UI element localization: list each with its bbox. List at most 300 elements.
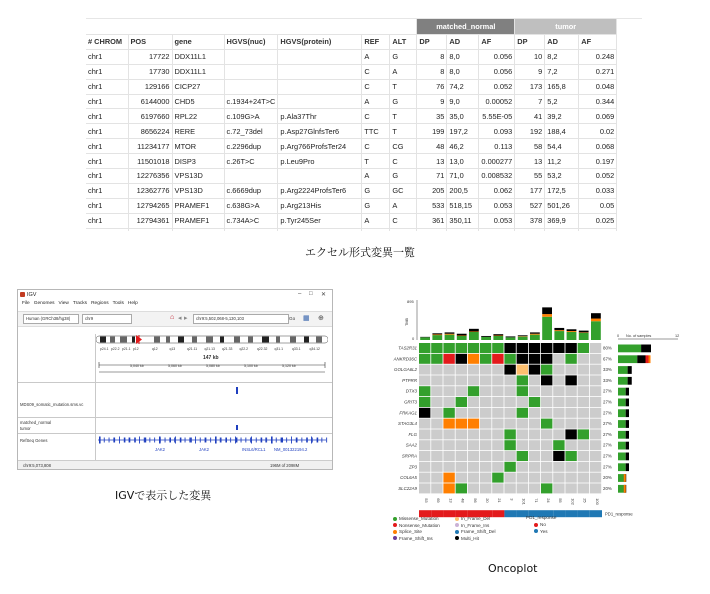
table-cell[interactable]: 12794265 xyxy=(128,198,172,213)
mutation-cell xyxy=(504,451,515,461)
legend-dot-icon xyxy=(455,523,459,527)
table-cell[interactable]: c.72_73del xyxy=(224,124,278,139)
mutation-cell xyxy=(553,365,564,375)
table-cell[interactable]: 350,11 xyxy=(447,213,479,228)
table-cell[interactable]: 8 xyxy=(417,49,447,64)
table-cell[interactable]: 0.113 xyxy=(479,139,515,154)
mutation-cell xyxy=(529,408,540,418)
mutation-cell xyxy=(553,451,564,461)
table-cell[interactable]: 46,2 xyxy=(447,139,479,154)
table-cell[interactable]: 0.068 xyxy=(579,139,617,154)
table-cell[interactable] xyxy=(278,64,362,79)
table-cell[interactable]: CHD5 xyxy=(172,94,224,109)
close-icon[interactable]: ✕ xyxy=(321,292,327,298)
table-cell[interactable]: p.Arg766ProfsTer24 xyxy=(278,139,362,154)
table-cell[interactable]: 17722 xyxy=(128,49,172,64)
table-cell[interactable] xyxy=(224,64,278,79)
menu-item-tools[interactable]: Tools xyxy=(112,301,124,306)
table-cell[interactable]: 129166 xyxy=(128,79,172,94)
table-cell[interactable]: 192 xyxy=(515,124,545,139)
table-cell[interactable]: 165,8 xyxy=(545,79,579,94)
table-cell[interactable]: 533 xyxy=(417,198,447,213)
table-row[interactable] xyxy=(86,124,617,139)
table-cell[interactable]: 0.093 xyxy=(479,124,515,139)
mutation-cell xyxy=(480,386,491,396)
table-cell[interactable]: C xyxy=(390,154,417,169)
table-cell[interactable]: A xyxy=(362,169,390,184)
table-row[interactable] xyxy=(86,139,617,154)
table-cell[interactable]: 11501018 xyxy=(128,154,172,169)
band-label: q12 xyxy=(152,347,158,351)
table-row[interactable] xyxy=(86,213,617,228)
column-header[interactable]: AD xyxy=(447,35,479,50)
table-cell[interactable]: 5,2 xyxy=(545,94,579,109)
table-cell[interactable]: p.Leu9Pro xyxy=(278,154,362,169)
column-header[interactable]: gene xyxy=(172,35,224,50)
gene-exon xyxy=(190,438,192,443)
table-cell[interactable]: 35 xyxy=(417,109,447,124)
mutation-cell xyxy=(517,354,528,364)
sample-id: 24 xyxy=(546,498,551,503)
table-cell[interactable]: 0.344 xyxy=(579,94,617,109)
table-cell[interactable]: 71 xyxy=(417,169,447,184)
refseq-gene-track[interactable] xyxy=(96,435,328,445)
table-cell[interactable]: 518,15 xyxy=(447,198,479,213)
gene-exon xyxy=(220,438,221,443)
mutation-cell xyxy=(529,375,540,385)
table-cell[interactable]: 12362776 xyxy=(128,183,172,198)
mutation-cell xyxy=(565,419,576,429)
table-cell[interactable]: MTOR xyxy=(172,139,224,154)
home-icon[interactable]: ⌂ xyxy=(170,314,175,321)
table-cell[interactable]: 0.008532 xyxy=(479,169,515,184)
locus-input[interactable]: chr9:5,502,068-5,130,103 xyxy=(193,314,289,324)
table-cell[interactable]: chr1 xyxy=(86,198,128,213)
forward-icon[interactable]: ▸ xyxy=(184,315,188,322)
table-cell[interactable] xyxy=(417,228,447,231)
column-header[interactable]: DP xyxy=(515,35,545,50)
table-cell[interactable]: 0.025 xyxy=(579,213,617,228)
column-header[interactable]: REF xyxy=(362,35,390,50)
table-cell[interactable]: 0.053 xyxy=(479,213,515,228)
table-cell[interactable]: 5.55E-05 xyxy=(479,109,515,124)
gene-label: GOLGA6L2 xyxy=(394,367,417,373)
tmb-bar-segment xyxy=(579,331,589,333)
table-cell[interactable]: 13,0 xyxy=(447,154,479,169)
gene-exon xyxy=(265,438,266,443)
table-cell[interactable] xyxy=(278,94,362,109)
variant-legend-item xyxy=(455,529,495,534)
table-cell[interactable]: p.Asp27GlnfsTer6 xyxy=(278,124,362,139)
mutation-cell xyxy=(443,365,454,375)
table-cell[interactable]: 12276356 xyxy=(128,169,172,184)
table-cell[interactable]: 71,0 xyxy=(447,169,479,184)
tmb-bar-segment xyxy=(518,335,528,336)
gene-exon xyxy=(241,438,242,443)
table-cell[interactable] xyxy=(515,228,545,231)
table-row[interactable] xyxy=(86,228,617,231)
mutation-cell xyxy=(541,429,552,439)
table-cell[interactable]: c.2296dup xyxy=(224,139,278,154)
table-cell[interactable] xyxy=(278,228,362,231)
sample-count-segment xyxy=(618,377,628,385)
table-cell[interactable]: 8 xyxy=(417,64,447,79)
mutation-cell xyxy=(456,462,467,472)
tmb-bar-segment xyxy=(530,334,540,335)
table-cell[interactable]: chr1 xyxy=(86,139,128,154)
table-cell[interactable]: T xyxy=(390,124,417,139)
table-cell[interactable]: 7 xyxy=(515,94,545,109)
table-cell[interactable]: G xyxy=(390,94,417,109)
go-button[interactable]: Go xyxy=(289,316,296,321)
table-cell[interactable] xyxy=(224,79,278,94)
table-cell[interactable]: 173 xyxy=(515,79,545,94)
table-cell[interactable]: 7,2 xyxy=(545,64,579,79)
gene-percent: 20% xyxy=(603,485,612,491)
mutation-cell xyxy=(553,440,564,450)
table-cell[interactable] xyxy=(278,49,362,64)
table-cell[interactable]: 0.033 xyxy=(579,183,617,198)
gene-label: ANKRD36C xyxy=(393,356,417,362)
mutation-cell xyxy=(565,354,576,364)
table-cell[interactable]: c.6669dup xyxy=(224,183,278,198)
table-cell[interactable]: p.Ala37Thr xyxy=(278,109,362,124)
table-cell[interactable]: chr1 xyxy=(86,183,128,198)
gene-label-3: INSL6/RCL1 xyxy=(242,447,266,452)
table-row[interactable] xyxy=(86,94,617,109)
table-cell[interactable] xyxy=(545,228,579,231)
mutation-cell xyxy=(504,462,515,472)
table-row[interactable] xyxy=(86,49,617,64)
table-cell[interactable]: 48 xyxy=(417,139,447,154)
table-cell[interactable]: 501,26 xyxy=(545,198,579,213)
table-cell[interactable] xyxy=(362,228,390,231)
column-header[interactable]: AF xyxy=(479,35,515,50)
table-cell[interactable]: c.109G>A xyxy=(224,109,278,124)
table-cell[interactable] xyxy=(278,79,362,94)
column-header[interactable]: AD xyxy=(545,35,579,50)
mutation-cell xyxy=(419,386,430,396)
ideogram-band xyxy=(110,337,115,343)
table-cell[interactable]: 10 xyxy=(515,49,545,64)
table-cell[interactable]: 41 xyxy=(515,109,545,124)
back-icon[interactable]: ◂ xyxy=(178,315,182,322)
mutation-cell xyxy=(480,343,491,353)
table-cell[interactable]: c.734A>C xyxy=(224,213,278,228)
table-cell[interactable]: 0.056 xyxy=(479,49,515,64)
table-cell[interactable]: C xyxy=(390,213,417,228)
column-header[interactable]: POS xyxy=(128,35,172,50)
table-cell[interactable]: A xyxy=(390,64,417,79)
sample-count-segment xyxy=(618,453,626,461)
table-cell[interactable]: 200,5 xyxy=(447,183,479,198)
track-name-refseq[interactable]: RefSeq Genes xyxy=(20,438,48,443)
mutation-cell xyxy=(529,343,540,353)
table-cell[interactable]: 205 xyxy=(417,183,447,198)
table-cell[interactable]: 76 xyxy=(417,79,447,94)
mutation-cell xyxy=(517,451,528,461)
tmb-bar-segment xyxy=(554,330,564,331)
variant-call-vcf[interactable] xyxy=(236,387,238,394)
mutation-cell xyxy=(456,483,467,493)
tmb-bars xyxy=(417,300,601,340)
mutation-cell xyxy=(456,343,467,353)
mutation-cell xyxy=(553,343,564,353)
table-cell[interactable]: 0.053 xyxy=(479,198,515,213)
mutation-cell xyxy=(541,354,552,364)
table-cell[interactable]: G xyxy=(362,183,390,198)
table-cell[interactable]: chr1 xyxy=(86,154,128,169)
gene-exon xyxy=(256,438,257,443)
gene-exon xyxy=(251,437,252,444)
table-cell[interactable] xyxy=(479,228,515,231)
mutation-cell xyxy=(517,473,528,483)
table-cell[interactable]: 6144000 xyxy=(128,94,172,109)
table-cell[interactable]: 9 xyxy=(515,64,545,79)
table-cell[interactable]: 12794361 xyxy=(128,213,172,228)
menu-item-genomes[interactable]: Genomes xyxy=(33,301,55,306)
genome-select[interactable]: Human (GRCh38/hg38) xyxy=(23,314,79,324)
mutation-cell xyxy=(468,429,479,439)
table-cell[interactable] xyxy=(224,49,278,64)
gene-label: SLC22A9 xyxy=(398,485,417,491)
table-cell[interactable]: 54,4 xyxy=(545,139,579,154)
table-cell[interactable]: chr1 xyxy=(86,79,128,94)
table-cell[interactable]: C xyxy=(362,139,390,154)
legend-label: Yes xyxy=(540,528,548,534)
table-cell[interactable]: 6197660 xyxy=(128,109,172,124)
table-cell[interactable]: 0.062 xyxy=(479,183,515,198)
table-cell[interactable]: G xyxy=(362,198,390,213)
table-cell[interactable]: GC xyxy=(390,183,417,198)
table-cell[interactable]: 8,0 xyxy=(447,49,479,64)
table-cell[interactable]: 0.271 xyxy=(579,64,617,79)
table-cell[interactable]: 53,2 xyxy=(545,169,579,184)
table-cell[interactable]: PRAMEF1 xyxy=(172,198,224,213)
mutation-cell xyxy=(480,397,491,407)
mutation-cell xyxy=(468,408,479,418)
table-cell[interactable]: 197,2 xyxy=(447,124,479,139)
table-cell[interactable]: 9 xyxy=(417,94,447,109)
table-cell[interactable]: 8,0 xyxy=(447,64,479,79)
region-icon[interactable]: ▦ xyxy=(303,315,310,322)
mutation-cell xyxy=(590,440,601,450)
table-cell[interactable]: 361 xyxy=(417,213,447,228)
table-cell[interactable]: 188,4 xyxy=(545,124,579,139)
table-cell[interactable]: 0.052 xyxy=(579,169,617,184)
table-cell[interactable]: 11234177 xyxy=(128,139,172,154)
table-cell[interactable]: c.638G>A xyxy=(224,198,278,213)
table-cell[interactable]: 74,2 xyxy=(447,79,479,94)
menu-item-view[interactable]: View xyxy=(58,301,69,306)
table-cell[interactable]: 0.05 xyxy=(579,198,617,213)
table-cell[interactable]: chr1 xyxy=(86,169,128,184)
table-cell[interactable]: chr1 xyxy=(86,124,128,139)
table-cell[interactable]: C xyxy=(362,79,390,94)
table-cell[interactable] xyxy=(447,228,479,231)
table-cell[interactable]: 0.248 xyxy=(579,49,617,64)
table-cell[interactable]: 0.02 xyxy=(579,124,617,139)
table-row[interactable] xyxy=(86,64,617,79)
menu-item-regions[interactable]: Regions xyxy=(91,301,109,306)
mutation-cell xyxy=(492,440,503,450)
table-cell[interactable]: 8,2 xyxy=(545,49,579,64)
table-cell[interactable]: 55 xyxy=(515,169,545,184)
maximize-icon[interactable]: □ xyxy=(309,291,313,297)
table-cell[interactable]: 17730 xyxy=(128,64,172,79)
track-name-vcf[interactable]: MDS09_somatic_mutation.sms.vc xyxy=(20,402,84,407)
table-row[interactable] xyxy=(86,154,617,169)
table-cell[interactable]: chr1 xyxy=(86,49,128,64)
mutation-cell xyxy=(590,429,601,439)
table-cell[interactable]: A xyxy=(362,213,390,228)
gene-label: ZP3 xyxy=(408,464,417,470)
table-cell[interactable] xyxy=(224,169,278,184)
legend-label: Multi_Hit xyxy=(461,535,479,541)
table-cell[interactable]: 0.000277 xyxy=(479,154,515,169)
menu-item-tracks[interactable]: Tracks xyxy=(72,301,88,306)
response-cell xyxy=(565,510,577,517)
response-legend-item xyxy=(534,529,548,534)
mutation-cell xyxy=(504,397,515,407)
sample-count-segment xyxy=(618,463,626,471)
chromosome-select[interactable]: chr9 xyxy=(82,314,132,324)
table-cell[interactable]: 11,2 xyxy=(545,154,579,169)
table-cell[interactable]: 13 xyxy=(417,154,447,169)
table-cell[interactable]: CICP27 xyxy=(172,79,224,94)
mutation-cell xyxy=(504,419,515,429)
column-header[interactable]: HGVS(nuc) xyxy=(224,35,278,50)
table-row[interactable] xyxy=(86,169,617,184)
mutation-cell xyxy=(443,451,454,461)
table-cell[interactable]: c.1934+24T>C xyxy=(224,94,278,109)
table-cell[interactable]: 9,0 xyxy=(447,94,479,109)
table-cell[interactable]: 527 xyxy=(515,198,545,213)
table-cell[interactable]: 0.00052 xyxy=(479,94,515,109)
legend-label: In_Frame_Del xyxy=(461,516,491,521)
mutation-cell xyxy=(590,343,601,353)
table-row[interactable] xyxy=(86,109,617,124)
column-header[interactable]: # CHROM xyxy=(86,35,128,50)
table-cell[interactable]: DISP3 xyxy=(172,154,224,169)
table-cell[interactable]: 0.056 xyxy=(479,64,515,79)
table-cell[interactable]: chr1 xyxy=(86,64,128,79)
menu-item-help[interactable]: Help xyxy=(127,301,138,306)
table-cell[interactable]: c.26T>C xyxy=(224,154,278,169)
mutation-cell xyxy=(578,397,589,407)
table-cell[interactable]: A xyxy=(362,94,390,109)
table-cell[interactable]: 13 xyxy=(515,154,545,169)
table-cell[interactable]: G xyxy=(390,49,417,64)
table-cell[interactable]: RPL22 xyxy=(172,109,224,124)
table-cell[interactable]: DDX11L1 xyxy=(172,64,224,79)
table-cell[interactable]: 35,0 xyxy=(447,109,479,124)
table-row[interactable] xyxy=(86,183,617,198)
table-cell[interactable] xyxy=(278,169,362,184)
table-cell[interactable]: T xyxy=(362,154,390,169)
table-cell[interactable]: 8656224 xyxy=(128,124,172,139)
mutation-cell xyxy=(456,451,467,461)
sample-count-segment xyxy=(618,442,626,450)
table-cell[interactable] xyxy=(579,228,617,231)
table-cell[interactable]: 58 xyxy=(515,139,545,154)
table-cell[interactable]: 0.048 xyxy=(579,79,617,94)
table-cell[interactable]: DDX11L1 xyxy=(172,49,224,64)
table-cell[interactable] xyxy=(86,228,128,231)
table-cell[interactable] xyxy=(224,228,278,231)
table-cell[interactable]: 0.197 xyxy=(579,154,617,169)
table-cell[interactable] xyxy=(128,228,172,231)
gene-label-4: NM_001322194.2 xyxy=(274,447,308,452)
table-cell[interactable]: chr1 xyxy=(86,213,128,228)
table-cell[interactable]: VPS13D xyxy=(172,183,224,198)
mutation-cell xyxy=(431,462,442,472)
track-name-tumor[interactable]: tumor xyxy=(20,426,31,431)
variant-legend-item xyxy=(455,536,479,541)
table-cell[interactable]: p.Tyr245Ser xyxy=(278,213,362,228)
column-header[interactable]: AF xyxy=(579,35,617,50)
minimize-icon[interactable]: – xyxy=(298,291,302,297)
variant-call-tumor[interactable] xyxy=(236,425,238,430)
mutation-cell xyxy=(517,429,528,439)
table-cell[interactable]: 378 xyxy=(515,213,545,228)
table-cell[interactable] xyxy=(390,228,417,231)
mutation-cell xyxy=(517,365,528,375)
table-cell[interactable]: TTC xyxy=(362,124,390,139)
gene-percent: 33% xyxy=(603,377,612,383)
igv-window[interactable] xyxy=(17,289,333,470)
table-cell[interactable]: C xyxy=(362,64,390,79)
column-header[interactable]: ALT xyxy=(390,35,417,50)
table-cell[interactable]: A xyxy=(390,198,417,213)
table-cell[interactable]: G xyxy=(390,169,417,184)
table-cell[interactable]: 39,2 xyxy=(545,109,579,124)
table-cell[interactable]: 369,9 xyxy=(545,213,579,228)
table-cell[interactable]: chr1 xyxy=(86,109,128,124)
table-cell[interactable]: C xyxy=(362,109,390,124)
table-row[interactable] xyxy=(86,79,617,94)
column-header[interactable]: HGVS(protein) xyxy=(278,35,362,50)
variant-spreadsheet[interactable] xyxy=(86,18,642,231)
table-cell[interactable]: p.Arg2224ProfsTer6 xyxy=(278,183,362,198)
ideogram-band xyxy=(220,337,224,343)
table-cell[interactable] xyxy=(172,228,224,231)
table-cell[interactable]: PRAMEF1 xyxy=(172,213,224,228)
track-name-normal[interactable]: matched_normal xyxy=(20,420,52,425)
table-cell[interactable]: T xyxy=(390,79,417,94)
table-row[interactable] xyxy=(86,198,617,213)
table-cell[interactable]: chr1 xyxy=(86,94,128,109)
chromosome-ideogram[interactable] xyxy=(96,334,328,348)
table-cell[interactable]: A xyxy=(362,49,390,64)
mutation-cell xyxy=(504,354,515,364)
table-cell[interactable]: VPS13D xyxy=(172,169,224,184)
column-header[interactable]: DP xyxy=(417,35,447,50)
table-cell[interactable]: CG xyxy=(390,139,417,154)
zoom-icon[interactable]: ⊕ xyxy=(318,315,324,322)
mutation-cell xyxy=(504,440,515,450)
table-cell[interactable]: 177 xyxy=(515,183,545,198)
table-cell[interactable]: 199 xyxy=(417,124,447,139)
legend-label: Frame_Shift_Del xyxy=(461,529,496,534)
table-cell[interactable]: T xyxy=(390,109,417,124)
table-cell[interactable]: p.Arg213His xyxy=(278,198,362,213)
table-cell[interactable]: 0.069 xyxy=(579,109,617,124)
table-cell[interactable]: 172,5 xyxy=(545,183,579,198)
menu-item-file[interactable]: File xyxy=(22,301,30,306)
table-cell[interactable]: 0.052 xyxy=(479,79,515,94)
table-cell[interactable]: RERE xyxy=(172,124,224,139)
